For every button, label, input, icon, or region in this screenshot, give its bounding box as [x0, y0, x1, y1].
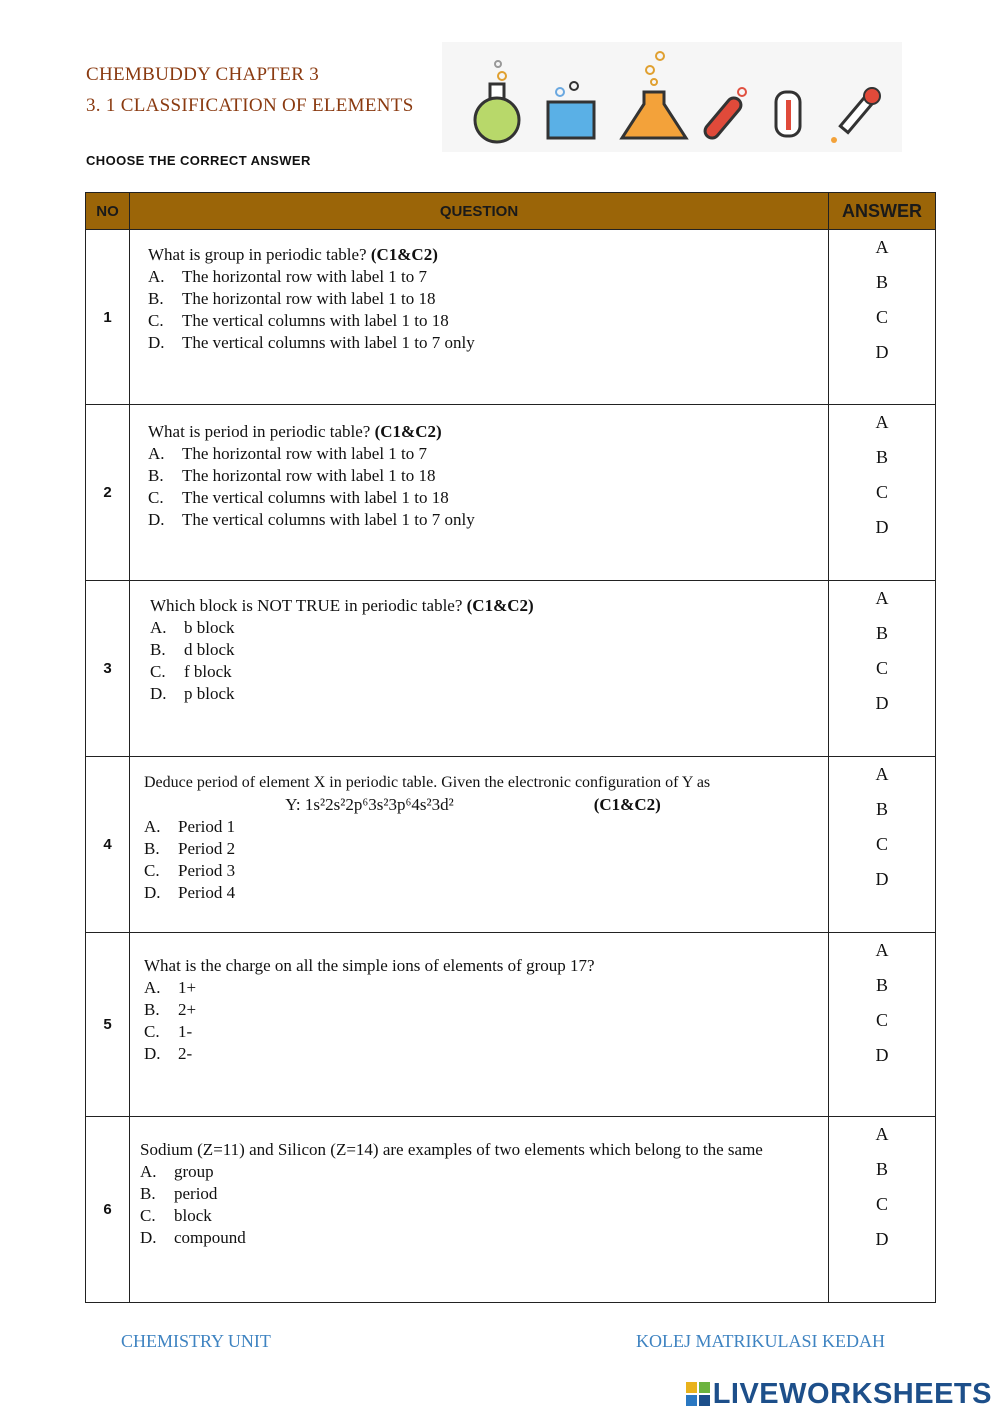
answer-choice-a[interactable]: A [875, 412, 889, 432]
option-letter: D. [148, 333, 165, 352]
question-cell [130, 230, 829, 405]
option-text: The horizontal row with label 1 to 18 [182, 289, 436, 308]
option-b [140, 1183, 802, 1205]
answer-choice-c[interactable]: C [875, 1010, 888, 1030]
option-letter: B. [148, 466, 164, 485]
question-row [86, 757, 936, 933]
question-table [85, 192, 936, 1303]
answer-cell [829, 581, 936, 757]
answer-cell [829, 1117, 936, 1303]
liveworksheets-brand [685, 1376, 992, 1412]
option-letter: C. [150, 662, 166, 681]
column-header-no: NO [86, 193, 130, 230]
option-letter: A. [148, 267, 165, 286]
answer-choice-a[interactable]: A [875, 237, 889, 257]
answer-choice-d[interactable]: D [875, 693, 889, 713]
option-text: The vertical columns with label 1 to 18 [182, 488, 449, 507]
question-cell [130, 581, 829, 757]
answer-choice-c[interactable]: C [875, 834, 888, 854]
option-letter: D. [150, 684, 167, 703]
question-number: 1 [86, 230, 130, 405]
lab-equipment-banner [442, 42, 902, 152]
option-d [144, 1043, 802, 1065]
question-stem [148, 244, 802, 266]
option-letter: D. [148, 510, 165, 529]
question-text: Sodium (Z=11) and Silicon (Z=14) are examples of two elements which belong to the same [140, 1140, 763, 1159]
answer-choice-d[interactable]: D [875, 342, 889, 362]
answer-choice-b[interactable]: B [875, 447, 888, 467]
option-text: The vertical columns with label 1 to 18 [182, 311, 449, 330]
option-text: f block [184, 662, 232, 681]
answer-choice-b[interactable]: B [875, 799, 888, 819]
option-letter: C. [140, 1206, 156, 1225]
option-text: group [174, 1162, 214, 1181]
dropper-icon [831, 88, 880, 143]
option-text: Period 3 [178, 861, 236, 880]
option-text: compound [174, 1228, 246, 1247]
option-letter: C. [144, 1022, 160, 1041]
option-letter: C. [148, 311, 164, 330]
answer-choice-b[interactable]: B [875, 1159, 888, 1179]
option-text: Period 4 [178, 883, 236, 902]
footer-right: KOLEJ MATRIKULASI KEDAH [636, 1331, 885, 1351]
option-text: The vertical columns with label 1 to 7 only [182, 333, 475, 352]
answer-choice-b[interactable]: B [875, 272, 888, 292]
option-letter: D. [140, 1228, 157, 1247]
lab-equipment-illustration [442, 42, 902, 152]
answer-choice-b[interactable]: B [875, 975, 888, 995]
question-number: 3 [86, 581, 130, 757]
option-letter: A. [140, 1162, 157, 1181]
answer-choices [829, 1117, 935, 1257]
option-text: 1- [178, 1022, 193, 1041]
answer-choice-a[interactable]: A [875, 588, 889, 608]
option-c [144, 860, 802, 882]
option-b [144, 838, 802, 860]
answer-choice-c[interactable]: C [875, 482, 888, 502]
option-text: 2- [178, 1044, 193, 1063]
option-c [148, 310, 802, 332]
thermometer-icon [776, 92, 800, 136]
question-number: 5 [86, 933, 130, 1117]
cognitive-level: (C1&C2) [593, 795, 661, 814]
question-number: 6 [86, 1117, 130, 1303]
option-a [148, 443, 802, 465]
question-text: What is the charge on all the simple ions of elements of group 17? [144, 956, 595, 975]
option-text: Period 2 [178, 839, 236, 858]
answer-choice-a[interactable]: A [875, 940, 889, 960]
option-a [148, 266, 802, 288]
option-a [140, 1161, 802, 1183]
option-text: Period 1 [178, 817, 236, 836]
cognitive-level: (C1&C2) [370, 245, 438, 264]
option-letter: A. [148, 444, 165, 463]
round-flask-icon [475, 61, 519, 142]
question-stem [150, 595, 802, 617]
option-text: 1+ [178, 978, 197, 997]
question-text: Which block is NOT TRUE in periodic table? [150, 596, 463, 615]
option-text: period [174, 1184, 218, 1203]
option-letter: B. [140, 1184, 156, 1203]
question-row [86, 405, 936, 581]
test-tube-icon [702, 88, 746, 141]
question-cell [130, 757, 829, 933]
answer-choice-d[interactable]: D [875, 1229, 889, 1249]
instruction: CHOOSE THE CORRECT ANSWER [86, 153, 311, 168]
question-row [86, 230, 936, 405]
answer-choices [829, 581, 935, 721]
answer-cell [829, 405, 936, 581]
column-header-question: QUESTION [130, 193, 829, 230]
answer-choice-d[interactable]: D [875, 869, 889, 889]
option-letter: D. [144, 1044, 161, 1063]
question-number: 4 [86, 757, 130, 933]
answer-cell [829, 757, 936, 933]
question-stem [144, 955, 802, 977]
option-text: b block [184, 618, 235, 637]
answer-choice-b[interactable]: B [875, 623, 888, 643]
option-d [150, 683, 802, 705]
question-stem [148, 421, 802, 443]
option-a [144, 977, 802, 999]
option-text: d block [184, 640, 235, 659]
option-c [148, 487, 802, 509]
option-letter: A. [144, 817, 161, 836]
question-number: 2 [86, 405, 130, 581]
answer-cell [829, 230, 936, 405]
question-row [86, 933, 936, 1117]
option-b [150, 639, 802, 661]
answer-choice-c[interactable]: C [875, 307, 888, 327]
question-text: What is period in periodic table? [148, 422, 371, 441]
option-a [150, 617, 802, 639]
option-letter: B. [148, 289, 164, 308]
answer-choice-d[interactable]: D [875, 1045, 889, 1065]
question-text: What is group in periodic table? [148, 245, 367, 264]
answer-cell [829, 933, 936, 1117]
option-b [148, 288, 802, 310]
option-letter: C. [148, 488, 164, 507]
option-text: The vertical columns with label 1 to 7 only [182, 510, 475, 529]
column-header-answer: ANSWER [829, 193, 936, 230]
config-prefix: Y: [285, 795, 305, 814]
option-letter: D. [144, 883, 161, 902]
question-cell [130, 933, 829, 1117]
answer-choice-d[interactable]: D [875, 517, 889, 537]
electron-configuration: 1s²2s²2p⁶3s²3p⁶4s²3d² [304, 795, 454, 814]
option-text: p block [184, 684, 235, 703]
worksheet-title: CHEMBUDDY CHAPTER 3 [86, 64, 320, 85]
question-text: Deduce period of element X in periodic table. Given the electronic configuration of Y as [144, 774, 711, 791]
option-text: The horizontal row with label 1 to 7 [182, 444, 428, 463]
option-c [150, 661, 802, 683]
cognitive-level: (C1&C2) [466, 596, 534, 615]
option-text: The horizontal row with label 1 to 7 [182, 267, 428, 286]
beaker-icon [548, 82, 594, 138]
option-letter: B. [144, 839, 160, 858]
option-letter: A. [144, 978, 161, 997]
answer-choices [829, 933, 935, 1073]
answer-choices [829, 230, 935, 370]
option-letter: B. [144, 1000, 160, 1019]
question-cell [130, 405, 829, 581]
answer-choice-c[interactable]: C [875, 658, 888, 678]
option-letter: A. [150, 618, 167, 637]
option-text: block [174, 1206, 212, 1225]
question-stem [140, 1139, 802, 1161]
question-cell [130, 1117, 829, 1303]
answer-choices [829, 405, 935, 545]
answer-choices [829, 757, 935, 897]
option-c [140, 1205, 802, 1227]
option-d [148, 509, 802, 531]
brand-text: LIVEWORKSHEETS [712, 1377, 992, 1410]
cognitive-level: (C1&C2) [374, 422, 442, 441]
table-header-row [86, 193, 936, 230]
option-a [144, 816, 802, 838]
option-d [148, 332, 802, 354]
question-stem [144, 771, 802, 816]
option-d [140, 1227, 802, 1249]
config-line [144, 794, 802, 816]
option-b [148, 465, 802, 487]
answer-choice-a[interactable]: A [875, 1124, 889, 1144]
worksheet-subtitle: 3. 1 CLASSIFICATION OF ELEMENTS [86, 95, 414, 116]
option-letter: C. [144, 861, 160, 880]
question-row [86, 1117, 936, 1303]
option-text: The horizontal row with label 1 to 18 [182, 466, 436, 485]
option-b [144, 999, 802, 1021]
option-d [144, 882, 802, 904]
erlenmeyer-flask-icon [622, 52, 686, 138]
question-row [86, 581, 936, 757]
answer-choice-c[interactable]: C [875, 1194, 888, 1214]
liveworksheets-logo-icon [685, 1381, 711, 1407]
option-letter: B. [150, 640, 166, 659]
answer-choice-a[interactable]: A [875, 764, 889, 784]
option-text: 2+ [178, 1000, 197, 1019]
option-c [144, 1021, 802, 1043]
footer-left: CHEMISTRY UNIT [121, 1331, 271, 1351]
